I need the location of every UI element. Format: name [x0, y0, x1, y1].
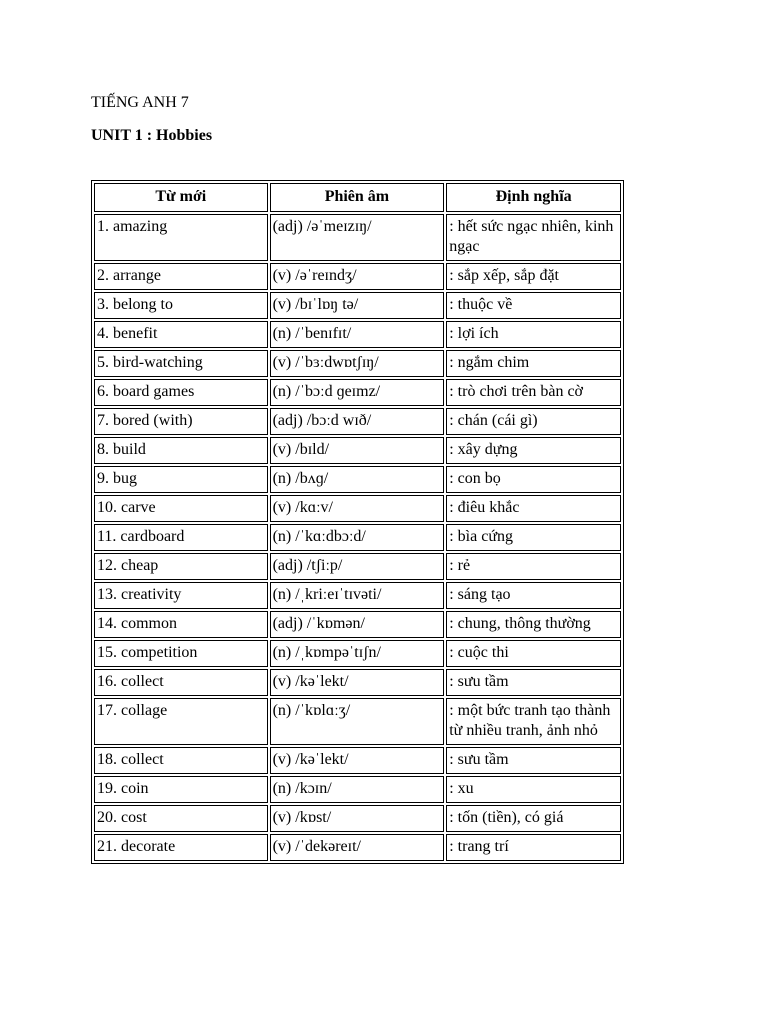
table-row [94, 582, 621, 609]
pronunciation-cell: (n) /ˌkɒmpəˈtɪʃn/ [270, 640, 445, 667]
pronunciation-cell: (adj) /ˈkɒmən/ [270, 611, 445, 638]
word-cell: 17. collage [94, 698, 268, 745]
word-cell: 18. collect [94, 747, 268, 774]
word-cell: 9. bug [94, 466, 268, 493]
word-cell: 2. arrange [94, 263, 268, 290]
pronunciation-cell: (n) /ˌkriːeɪˈtɪvəti/ [270, 582, 445, 609]
table-row [94, 214, 621, 261]
definition-cell: : xu [446, 776, 621, 803]
word-cell: 6. board games [94, 379, 268, 406]
header-pronunciation: Phiên âm [270, 183, 445, 212]
table-row [94, 640, 621, 667]
definition-cell: : bìa cứng [446, 524, 621, 551]
definition-cell: : lợi ích [446, 321, 621, 348]
pronunciation-cell: (n) /ˈbenɪfɪt/ [270, 321, 445, 348]
word-cell: 3. belong to [94, 292, 268, 319]
definition-cell: : tốn (tiền), có giá [446, 805, 621, 832]
word-cell: 8. build [94, 437, 268, 464]
word-cell: 4. benefit [94, 321, 268, 348]
pronunciation-cell: (n) /kɔɪn/ [270, 776, 445, 803]
table-row [94, 350, 621, 377]
word-cell: 10. carve [94, 495, 268, 522]
word-cell: 12. cheap [94, 553, 268, 580]
table-row [94, 495, 621, 522]
table-row [94, 776, 621, 803]
table-row [94, 805, 621, 832]
pronunciation-cell: (n) /ˈbɔːd ɡeɪmz/ [270, 379, 445, 406]
table-row [94, 321, 621, 348]
pronunciation-cell: (adj) /əˈmeɪzɪŋ/ [270, 214, 445, 261]
word-cell: 19. coin [94, 776, 268, 803]
table-row [94, 379, 621, 406]
table-row [94, 524, 621, 551]
word-cell: 20. cost [94, 805, 268, 832]
word-cell: 7. bored (with) [94, 408, 268, 435]
word-cell: 16. collect [94, 669, 268, 696]
pronunciation-cell: (v) /kəˈlekt/ [270, 669, 445, 696]
table-body [94, 214, 621, 861]
definition-cell: : trò chơi trên bàn cờ [446, 379, 621, 406]
definition-cell: : hết sức ngạc nhiên, kinh ngạc [446, 214, 621, 261]
table-row [94, 466, 621, 493]
pronunciation-cell: (v) /ˈdekəreɪt/ [270, 834, 445, 861]
pronunciation-cell: (v) /ˈbɜːdwɒtʃɪŋ/ [270, 350, 445, 377]
header-new-word: Từ mới [94, 183, 268, 212]
header-definition: Định nghĩa [446, 183, 621, 212]
pronunciation-cell: (v) /bɪˈlɒŋ tə/ [270, 292, 445, 319]
pronunciation-cell: (n) /ˈkɑːdbɔːd/ [270, 524, 445, 551]
definition-cell: : con bọ [446, 466, 621, 493]
pronunciation-cell: (n) /ˈkɒlɑːʒ/ [270, 698, 445, 745]
pronunciation-cell: (adj) /bɔːd wɪð/ [270, 408, 445, 435]
document-title: TIẾNG ANH 7 [91, 94, 189, 111]
word-cell: 13. creativity [94, 582, 268, 609]
word-cell: 11. cardboard [94, 524, 268, 551]
unit-title: UNIT 1 : Hobbies [91, 127, 213, 144]
definition-cell: : sắp xếp, sắp đặt [446, 263, 621, 290]
pronunciation-cell: (v) /bɪld/ [270, 437, 445, 464]
table-row [94, 263, 621, 290]
word-cell: 21. decorate [94, 834, 268, 861]
pronunciation-cell: (v) /kəˈlekt/ [270, 747, 445, 774]
table-row [94, 553, 621, 580]
definition-cell: : điêu khắc [446, 495, 621, 522]
word-cell: 15. competition [94, 640, 268, 667]
table-row [94, 747, 621, 774]
pronunciation-cell: (n) /bʌɡ/ [270, 466, 445, 493]
definition-cell: : chung, thông thường [446, 611, 621, 638]
definition-cell: : sưu tầm [446, 669, 621, 696]
vocabulary-table [91, 180, 624, 864]
pronunciation-cell: (v) /əˈreɪndʒ/ [270, 263, 445, 290]
table-row [94, 292, 621, 319]
pronunciation-cell: (v) /kɒst/ [270, 805, 445, 832]
table-row [94, 834, 621, 861]
word-cell: 14. common [94, 611, 268, 638]
definition-cell: : xây dựng [446, 437, 621, 464]
definition-cell: : sưu tầm [446, 747, 621, 774]
definition-cell: : ngắm chim [446, 350, 621, 377]
definition-cell: : thuộc về [446, 292, 621, 319]
pronunciation-cell: (adj) /tʃiːp/ [270, 553, 445, 580]
table-row [94, 408, 621, 435]
table-row [94, 437, 621, 464]
table-row [94, 698, 621, 745]
table-row [94, 669, 621, 696]
definition-cell: : một bức tranh tạo thành từ nhiều tranh, ảnh nhỏ [446, 698, 621, 745]
definition-cell: : chán (cái gì) [446, 408, 621, 435]
definition-cell: : rẻ [446, 553, 621, 580]
definition-cell: : cuộc thi [446, 640, 621, 667]
definition-cell: : sáng tạo [446, 582, 621, 609]
table-header-row [94, 183, 621, 212]
pronunciation-cell: (v) /kɑːv/ [270, 495, 445, 522]
word-cell: 1. amazing [94, 214, 268, 261]
definition-cell: : trang trí [446, 834, 621, 861]
word-cell: 5. bird-watching [94, 350, 268, 377]
table-row [94, 611, 621, 638]
